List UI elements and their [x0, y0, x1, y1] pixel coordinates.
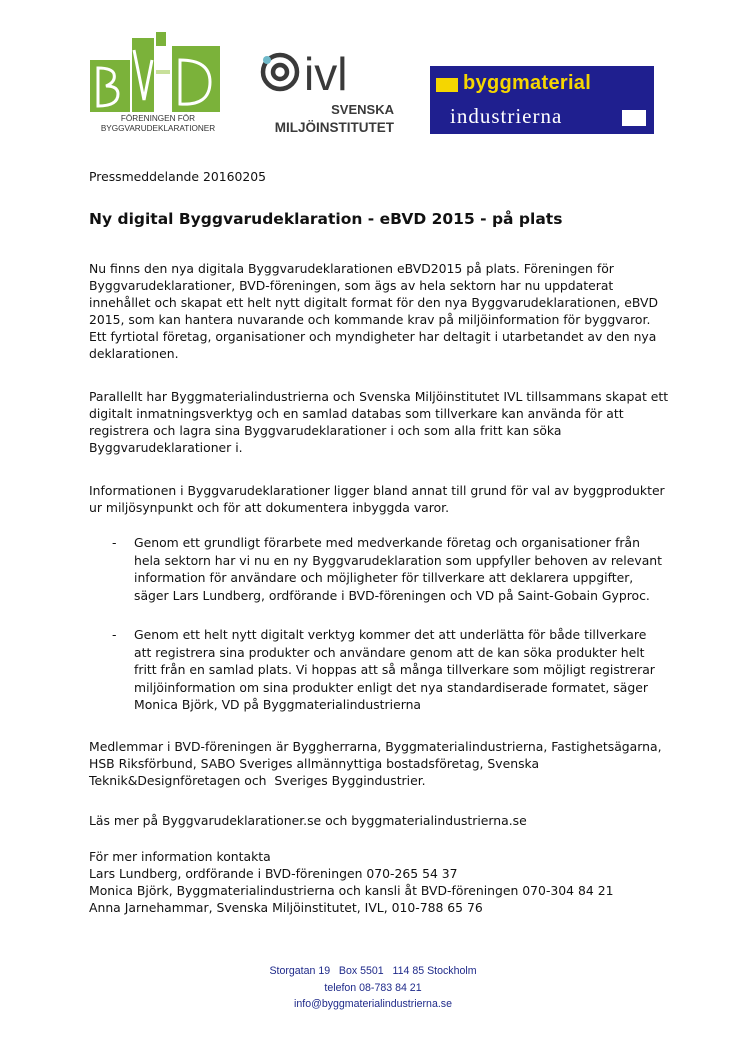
text-line: ur miljösynpunkt och för att dokumentera inbyggda varor. [89, 500, 450, 515]
text-line: säger Lars Lundberg, ordförande i BVD-föreningen och VD på Saint-Gobain Gyproc. [134, 587, 650, 603]
paragraph-intro [89, 260, 679, 362]
text-line: Byggvarudeklarationer i. [89, 440, 243, 455]
bmi-line2: industrierna [450, 104, 563, 128]
footer [0, 963, 746, 1013]
contact-line: Lars Lundberg, ordförande i BVD-föreningen 070-265 54 37 [89, 866, 458, 881]
ivl-line2: MILJÖINSTITUTET [274, 120, 394, 135]
contact-block [89, 848, 669, 916]
text-line: registrera och lagra sina Byggvarudeklarationer i och som alla fritt kan söka [89, 423, 562, 438]
contact-heading: För mer information kontakta [89, 849, 271, 864]
text-line: att registrera sina produkter och användare genom att de kan söka produkter helt [134, 644, 645, 660]
ivl-logo-mark [258, 40, 398, 138]
byggmaterialindustrierna-logo [430, 66, 654, 134]
text-line: fritt från en samlad plats. Vi hoppas att så många tillverkare som möjligt registrerar [134, 662, 655, 677]
text-line: innehållet och skapat ett helt nytt digitalt format för den nya Byggvarudeklarationen, eBVD [89, 295, 659, 310]
bullet-marker: - [112, 627, 117, 642]
bmi-yellow-block [436, 78, 458, 92]
text-line: Parallellt har Byggmaterialindustrierna och Svenska Miljöinstitutet IVL tillsammans skapat ett [89, 389, 669, 404]
ivl-name: ivl [304, 48, 348, 100]
bmi-white-block [622, 110, 646, 126]
contact-line: Monica Björk, Byggmaterialindustrierna och kansli åt BVD-föreningen 070-304 84 21 [89, 883, 614, 898]
text-line: Genom ett helt nytt digitalt verktyg kommer det att underlätta för både tillverkare [134, 627, 647, 642]
text-line: Genom ett grundligt förarbete med medverkande företag och organisationer från [134, 535, 640, 550]
text-line: 2015, som kan hantera nuvarande och kommande krav på miljöinformation för byggvaror. [89, 312, 651, 327]
text-line: deklarationen. [89, 346, 179, 361]
footer-address: Storgatan 19 Box 5501 114 85 Stockholm [269, 965, 477, 977]
footer-phone: telefon 08-783 84 21 [324, 981, 422, 994]
text-line: HSB Riksförbund, SABO Sveriges allmännyttiga bostadsföretag, Svenska [89, 756, 540, 771]
bvd-logo [88, 30, 228, 134]
text-line: Monica Björk, VD på Byggmaterialindustrierna [134, 697, 422, 712]
text-line: Teknik&Designföretagen och Sveriges Byggindustrier. [89, 773, 426, 788]
text-line: information för användare och möjligheter för tillverkare att deklarera uppgifter, [134, 570, 634, 585]
paragraph-read-more: Läs mer på Byggvarudeklarationer.se och byggmaterialindustrierna.se [89, 813, 527, 828]
bmi-line1: byggmaterial [463, 72, 592, 94]
paragraph-parallel [89, 388, 669, 456]
text-line: digitalt inmatningsverktyg och en samlad databas som tillverkare kan använda för att [89, 406, 624, 421]
text-line: miljöinformation om sina produkter enligt det nya standardiserade formatet, säger [134, 679, 648, 695]
text-line: Medlemmar i BVD-föreningen är Byggherrarna, Byggmaterialindustrierna, Fastighetsägarna, [89, 739, 662, 754]
text-line: Informationen i Byggvarudeklarationer ligger bland annat till grund för val av byggprodukter [89, 483, 665, 498]
page-title: Ny digital Byggvarudeklaration - eBVD 2015 - på plats [89, 210, 563, 228]
bvd-caption-line1: FÖRENINGEN FÖR [120, 114, 196, 123]
bvd-caption-line2: BYGGVARUDEKLARATIONER [100, 124, 216, 133]
ivl-logo [258, 40, 398, 138]
ivl-line1: SVENSKA [331, 102, 394, 117]
text-line: Byggvarudeklarationer, BVD-föreningen, som ägs av hela sektorn har nu uppdaterat [89, 278, 614, 293]
bullet-marker: - [112, 535, 117, 550]
paragraph-members [89, 738, 669, 789]
paragraph-information [89, 482, 669, 516]
text-line: Nu finns den nya digitala Byggvarudeklarationen eBVD2015 på plats. Föreningen för [89, 261, 614, 276]
contact-line: Anna Jarnehammar, Svenska Miljöinstitutet, IVL, 010-788 65 76 [89, 900, 483, 915]
text-line: hela sektorn har vi nu en ny Byggvarudeklaration som uppfyller behoven av relevant [134, 552, 663, 568]
bvd-logo-mark [88, 30, 228, 134]
text-line: Ett fyrtiotal företag, organisationer och myndigheter har deltagit i utarbetandet av den nya [89, 329, 657, 344]
press-release-id: Pressmeddelande 20160205 [89, 169, 267, 184]
footer-email: info@byggmaterialindustrierna.se [294, 998, 452, 1010]
